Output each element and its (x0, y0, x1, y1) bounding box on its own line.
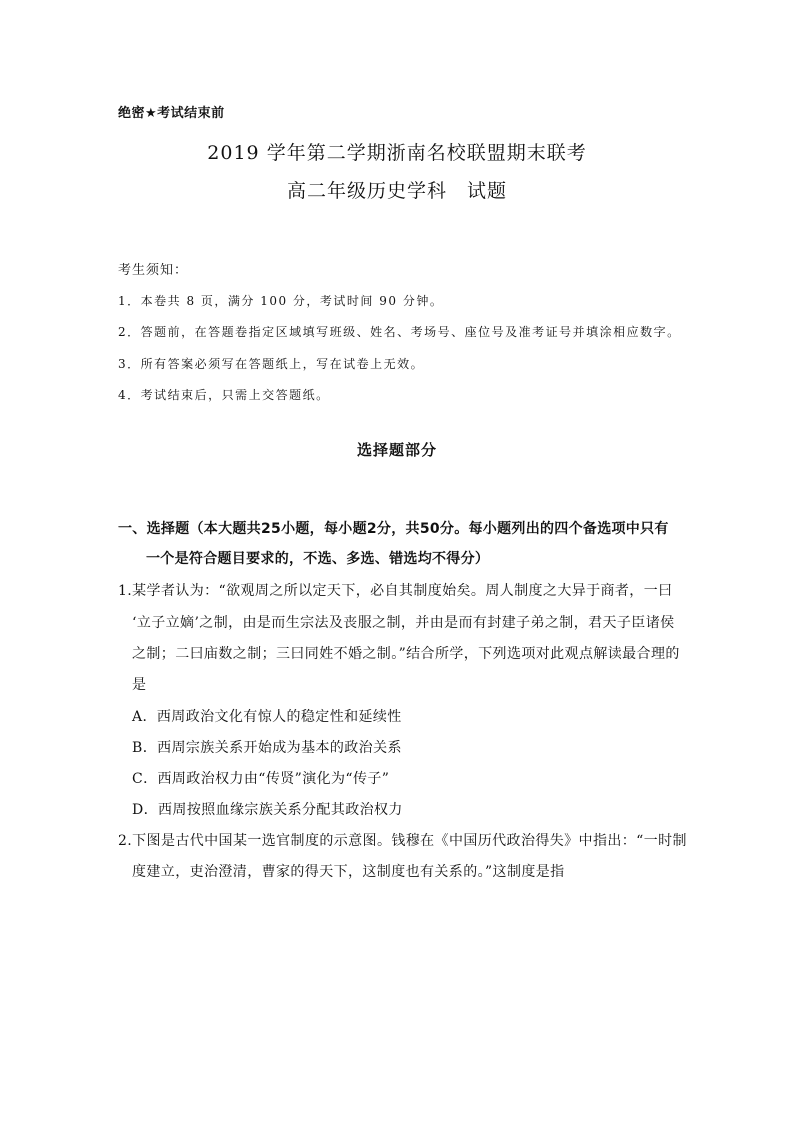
part-heading-line2: 一个是符合题目要求的，不选、多选、错选均不得分） (146, 551, 490, 567)
notice-item: 3．所有答案必须写在答题纸上，写在试卷上无效。 (118, 357, 425, 371)
notice-item: 2．答题前，在答题卷指定区域填写班级、姓名、考场号、座位号及准考证号并填涂相应数字。 (118, 325, 681, 339)
question2-line: 度建立，吏治澄清，曹家的得天下，这制度也有关系的。”这制度是指 (132, 864, 565, 880)
question1-option-b: B．西周宗族关系开始成为基本的政治关系 (132, 740, 402, 756)
part-heading-line1: 一、选择题（本大题共25小题，每小题2分，共50分。每小题列出的四个备选项中只有 (118, 521, 669, 537)
question2-line: 2.下图是古代中国某一选官制度的示意图。钱穆在《中国历代政治得失》中指出：“一时制 (118, 833, 687, 849)
question1-line: 1.某学者认为：“欲观周之所以定天下，必自其制度始矣。周人制度之大异于商者，一曰 (118, 583, 673, 599)
question1-line: 之制；二曰庙数之制；三曰同姓不婚之制。”结合所学，下列选项对此观点解读最合理的 (132, 646, 680, 662)
notice-item: 4．考试结束后，只需上交答题纸。 (118, 388, 330, 402)
secret-label: 绝密★考试结束前 (118, 106, 225, 121)
question1-line: 是 (132, 677, 147, 693)
question1-line: ‘立子立嫡’之制，由是而生宗法及丧服之制，并由是而有封建子弟之制，君天子臣诸侯 (132, 615, 675, 631)
question1-option-d: D．西周按照血缘宗族关系分配其政治权力 (132, 802, 403, 818)
section-title: 选择题部分 (356, 441, 437, 459)
question1-option-a: A．西周政治文化有惊人的稳定性和延续性 (132, 709, 402, 725)
exam-subtitle: 高二年级历史学科 试题 (286, 180, 507, 202)
notice-item: 1．本卷共 8 页，满分 100 分，考试时间 90 分钟。 (118, 294, 444, 308)
notice-heading: 考生须知： (118, 263, 189, 278)
question1-option-c: C．西周政治权力由“传贤”演化为“传子” (132, 771, 390, 787)
exam-title: 2019 学年第二学期浙南名校联盟期末联考 (207, 142, 587, 164)
